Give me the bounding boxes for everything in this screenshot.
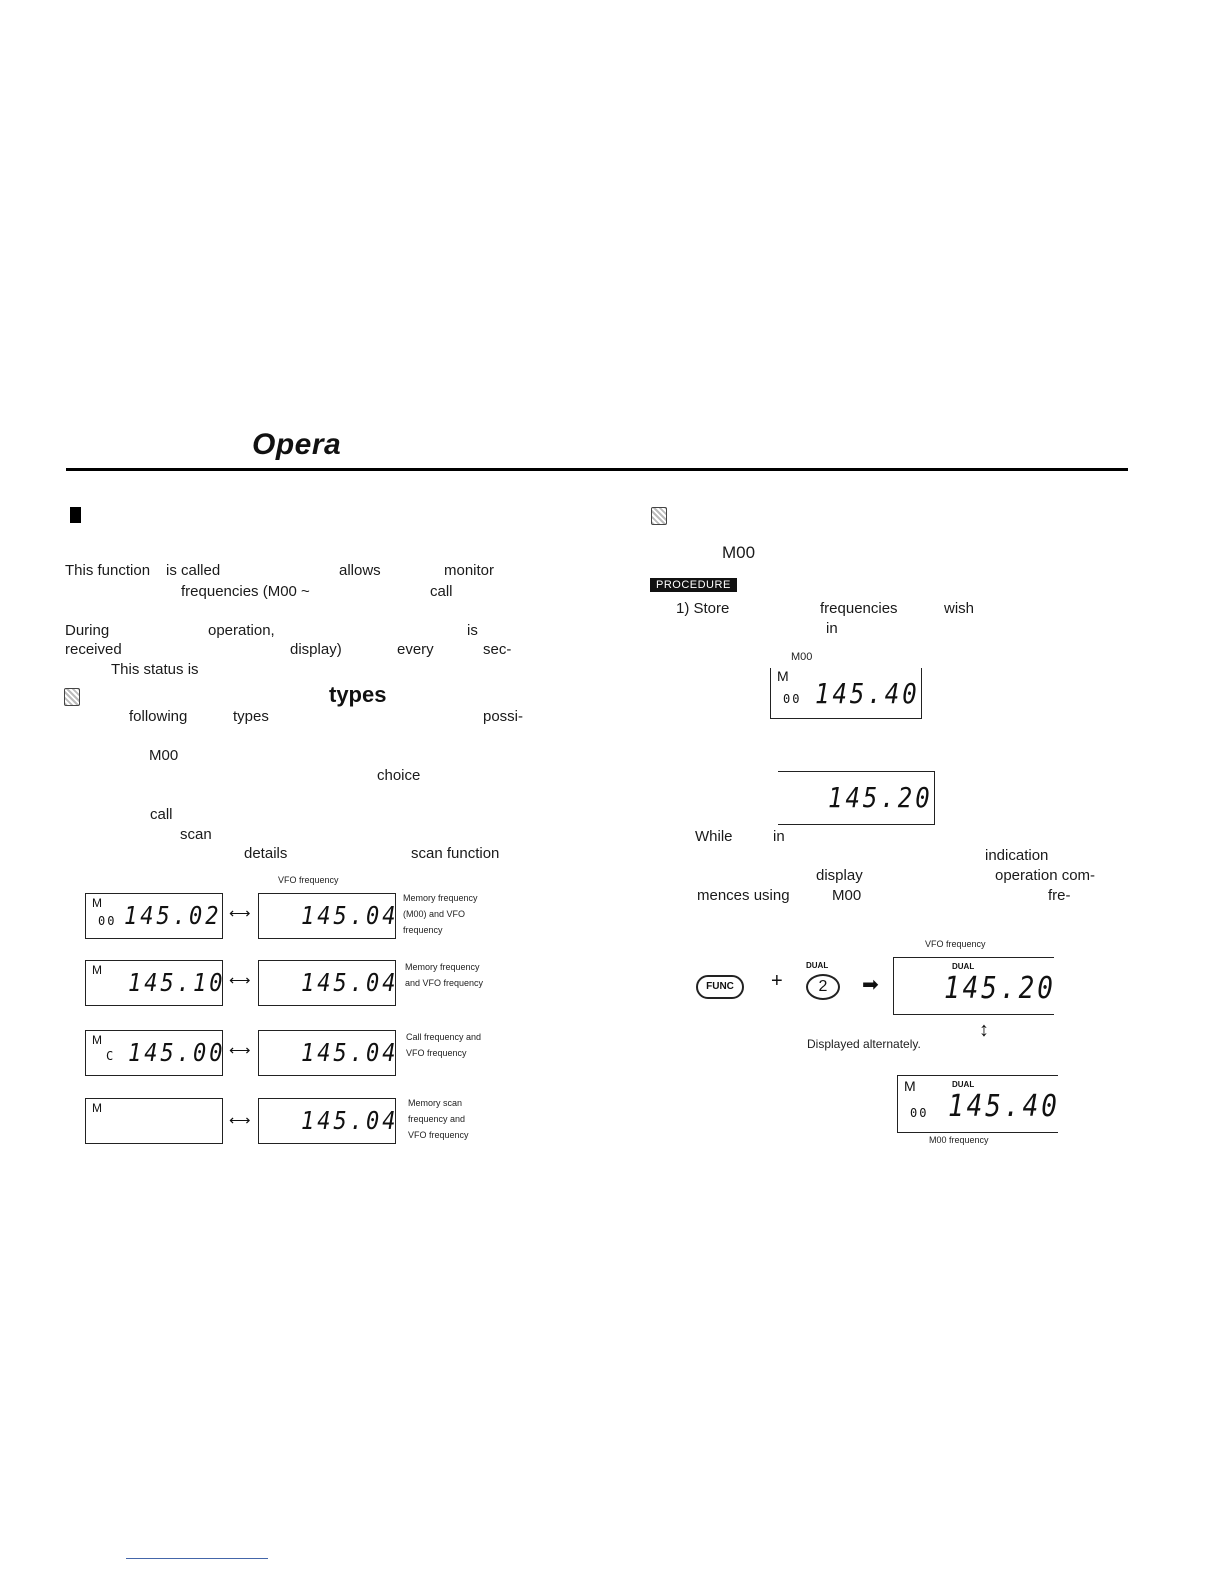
- swap-arrow-icon: ⟷: [229, 972, 251, 989]
- channel-number: 00: [783, 692, 802, 706]
- memory-indicator: M: [92, 896, 102, 910]
- swap-arrow-icon: ⟷: [229, 1042, 251, 1059]
- text-fragment: frequencies (M00 ~: [181, 583, 310, 600]
- lcd-frequency: 145.20: [828, 781, 933, 815]
- lcd-display: [258, 1098, 399, 1144]
- lcd-display: [778, 771, 935, 825]
- text-fragment: is: [467, 622, 478, 639]
- text-fragment: fre-: [1048, 887, 1071, 904]
- lcd-frequency: 145.00: [128, 1039, 226, 1068]
- text-fragment: is called: [166, 562, 221, 579]
- note-icon: [651, 507, 667, 525]
- lcd-frequency: 145.04: [301, 902, 399, 931]
- text-fragment: M00: [149, 747, 179, 764]
- lcd-display: [258, 1030, 399, 1076]
- text-fragment: in: [773, 828, 785, 845]
- dual-indicator: DUAL: [952, 962, 975, 971]
- func-key-label: FUNC: [706, 981, 734, 992]
- lcd-frequency: 145.04: [301, 1039, 399, 1068]
- text-fragment: display: [816, 867, 863, 884]
- lcd-frequency: 145.20: [944, 971, 1056, 1007]
- func-key-button[interactable]: [696, 975, 744, 999]
- lcd-display: [85, 1030, 226, 1076]
- text-fragment: scan function: [411, 845, 500, 862]
- row-description: Memory scan: [408, 1098, 463, 1108]
- alternate-caption: Displayed alternately.: [807, 1037, 921, 1051]
- text-fragment: This status is: [111, 661, 199, 678]
- vfo-frequency-label: VFO frequency: [278, 875, 339, 885]
- right-arrow-icon: ➡: [862, 974, 879, 996]
- lcd-display: [85, 893, 223, 939]
- text-fragment: choice: [377, 767, 421, 784]
- row-description: and VFO frequency: [405, 978, 484, 988]
- key-2-label: 2: [818, 978, 828, 995]
- swap-arrow-icon: ⟷: [229, 905, 251, 922]
- text-fragment: frequencies: [820, 600, 898, 617]
- memory-indicator: M: [92, 1101, 102, 1115]
- text-fragment: every: [397, 641, 434, 658]
- call-indicator: C: [106, 1049, 116, 1063]
- lcd-display: [258, 960, 399, 1006]
- dual-key-label: DUAL: [806, 961, 829, 970]
- row-description: VFO frequency: [408, 1130, 469, 1140]
- text-fragment: received: [65, 641, 122, 658]
- text-fragment: mences using: [697, 887, 790, 904]
- text-fragment: M00: [722, 543, 756, 562]
- text-fragment: scan: [180, 826, 212, 843]
- lcd-frequency: 145.40: [948, 1089, 1060, 1125]
- swap-arrow-icon: ⟷: [229, 1112, 251, 1129]
- row-description: (M00) and VFO: [403, 909, 466, 919]
- lcd-frequency: 145.02: [124, 902, 222, 931]
- row-description: Memory frequency: [403, 893, 478, 903]
- text-fragment: This function: [65, 562, 151, 579]
- note-icon: [64, 688, 80, 706]
- text-fragment: display): [290, 641, 342, 658]
- text-fragment: During: [65, 622, 110, 639]
- section-bullet: [70, 507, 81, 523]
- text-fragment: in: [826, 620, 838, 637]
- lcd-display: [893, 957, 1054, 1015]
- plus-sign: +: [771, 970, 783, 992]
- row-description: VFO frequency: [406, 1048, 467, 1058]
- lcd-display: [85, 1098, 223, 1144]
- footer-rule: [126, 1558, 268, 1559]
- text-fragment: monitor: [444, 562, 495, 579]
- memory-indicator: M: [92, 963, 102, 977]
- vfo-frequency-label: VFO frequency: [925, 939, 986, 949]
- text-fragment: possi-: [483, 708, 524, 725]
- text-fragment: While: [695, 828, 733, 845]
- row-description: frequency: [403, 925, 443, 935]
- text-fragment: allows: [339, 562, 381, 579]
- m00-frequency-label: M00 frequency: [929, 1135, 989, 1145]
- text-fragment: wish: [944, 600, 975, 617]
- lcd-frequency: 145.10: [128, 969, 226, 998]
- text-fragment: details: [244, 845, 288, 862]
- row-description: Memory frequency: [405, 962, 480, 972]
- text-fragment: call: [150, 806, 173, 823]
- page-title: Opera: [252, 428, 342, 461]
- memory-indicator: M: [904, 1078, 916, 1094]
- up-down-arrow-icon: ↕: [979, 1019, 989, 1041]
- lcd-display: [85, 960, 226, 1006]
- dual-indicator: DUAL: [952, 1080, 975, 1089]
- key-2-button[interactable]: [806, 974, 840, 1000]
- procedure-badge: PROCEDURE: [650, 578, 737, 592]
- lcd-display: [770, 668, 922, 719]
- memory-indicator: M: [92, 1033, 102, 1047]
- text-fragment: M00: [832, 887, 862, 904]
- header-rule: [66, 468, 1128, 471]
- text-fragment: operation com-: [995, 867, 1096, 884]
- lcd-frequency: 145.04: [301, 1107, 399, 1136]
- row-description: Call frequency and: [406, 1032, 482, 1042]
- text-fragment: call: [430, 583, 453, 600]
- text-fragment: following: [129, 708, 188, 725]
- memory-indicator: M: [777, 668, 789, 684]
- channel-number: 00: [910, 1106, 929, 1120]
- lcd-display: [258, 893, 399, 939]
- lcd-caption: M00: [791, 651, 813, 663]
- lcd-frequency: 145.04: [301, 969, 399, 998]
- types-heading: types: [329, 682, 387, 707]
- text-fragment: 1) Store: [676, 600, 730, 617]
- lcd-display: [897, 1075, 1058, 1133]
- text-fragment: sec-: [483, 641, 512, 658]
- row-description: frequency and: [408, 1114, 466, 1124]
- lcd-frequency: 145.40: [815, 677, 920, 711]
- text-fragment: indication: [985, 847, 1049, 864]
- text-fragment: types: [233, 708, 269, 725]
- channel-number: 00: [98, 914, 117, 928]
- text-fragment: operation,: [208, 622, 275, 639]
